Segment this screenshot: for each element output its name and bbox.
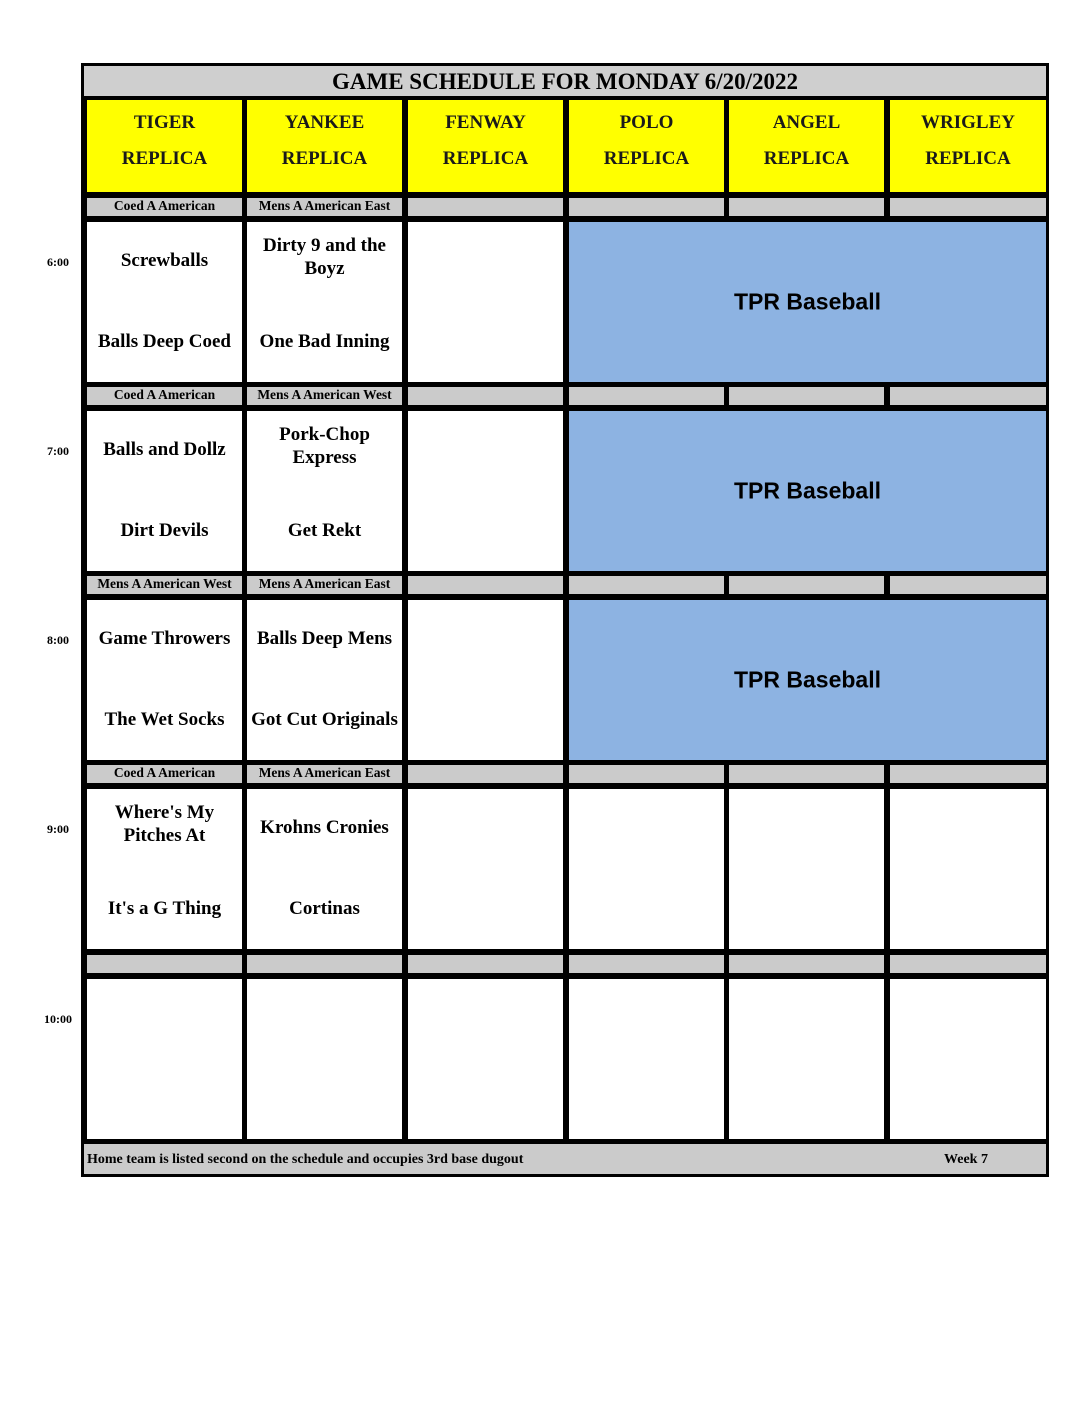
division-label: Mens A American East bbox=[244, 573, 405, 597]
home-team: Got Cut Originals bbox=[251, 709, 398, 730]
game-cell bbox=[405, 408, 566, 574]
away-team: Pork-Chop Express bbox=[279, 424, 370, 468]
reserved-label: TPR Baseball bbox=[734, 477, 881, 504]
reserved-block bbox=[566, 219, 1049, 385]
division-label bbox=[887, 952, 1049, 976]
field-name: YANKEE bbox=[284, 112, 365, 133]
footer-bar bbox=[81, 1141, 1049, 1177]
field-subtitle: REPLICA bbox=[442, 148, 529, 169]
field-name: POLO bbox=[619, 112, 674, 133]
division-label bbox=[726, 762, 887, 786]
division-label bbox=[887, 195, 1049, 219]
division-label bbox=[405, 952, 566, 976]
division-label bbox=[726, 952, 887, 976]
game-cell bbox=[887, 786, 1049, 952]
field-header-fenway bbox=[405, 97, 566, 195]
field-subtitle: REPLICA bbox=[603, 148, 690, 169]
division-label bbox=[566, 573, 727, 597]
time-label: 8:00 bbox=[47, 633, 69, 647]
home-team: Dirt Devils bbox=[120, 520, 209, 541]
time-label: 6:00 bbox=[47, 255, 69, 269]
reserved-block bbox=[566, 408, 1049, 574]
field-header-yankee bbox=[244, 97, 405, 195]
field-subtitle: REPLICA bbox=[281, 148, 368, 169]
division-label bbox=[405, 384, 566, 408]
division-label bbox=[726, 195, 887, 219]
field-header-polo bbox=[566, 97, 727, 195]
game-cell bbox=[244, 219, 405, 385]
game-cell bbox=[566, 786, 727, 952]
division-label bbox=[566, 952, 727, 976]
division-label: Coed A American bbox=[84, 195, 245, 219]
game-cell bbox=[405, 976, 566, 1142]
home-team: It's a G Thing bbox=[107, 898, 222, 919]
game-cell bbox=[244, 786, 405, 952]
division-label bbox=[887, 762, 1049, 786]
division-label bbox=[726, 573, 887, 597]
division-label bbox=[726, 384, 887, 408]
game-cell bbox=[405, 786, 566, 952]
reserved-label: TPR Baseball bbox=[734, 666, 881, 693]
field-subtitle: REPLICA bbox=[121, 148, 208, 169]
field-name: WRIGLEY bbox=[921, 112, 1015, 133]
division-label: Coed A American bbox=[84, 384, 245, 408]
reserved-block bbox=[566, 597, 1049, 763]
home-team: Balls Deep Coed bbox=[98, 331, 231, 352]
field-name: ANGEL bbox=[772, 112, 841, 133]
game-cell bbox=[84, 597, 245, 763]
game-cell bbox=[887, 976, 1049, 1142]
game-cell bbox=[244, 408, 405, 574]
game-cell bbox=[84, 786, 245, 952]
game-cell bbox=[84, 219, 245, 385]
week-label: Week 7 bbox=[944, 1152, 988, 1167]
division-label bbox=[405, 762, 566, 786]
game-cell bbox=[566, 976, 727, 1142]
away-team: Game Throwers bbox=[98, 628, 231, 649]
field-subtitle: REPLICA bbox=[763, 148, 850, 169]
reserved-label: TPR Baseball bbox=[734, 288, 881, 315]
division-label: Mens A American West bbox=[84, 573, 245, 597]
division-label: Mens A American East bbox=[244, 762, 405, 786]
time-label: 7:00 bbox=[47, 444, 69, 458]
division-label bbox=[244, 952, 405, 976]
game-cell bbox=[726, 976, 887, 1142]
division-label bbox=[566, 384, 727, 408]
away-team: Where's My Pitches At bbox=[114, 802, 215, 846]
away-team: Dirty 9 and the Boyz bbox=[263, 235, 386, 279]
division-label bbox=[405, 195, 566, 219]
field-subtitle: REPLICA bbox=[925, 148, 1011, 169]
game-cell bbox=[405, 219, 566, 385]
field-name: FENWAY bbox=[445, 112, 526, 133]
division-label bbox=[887, 573, 1049, 597]
game-cell bbox=[244, 597, 405, 763]
field-header-wrigley bbox=[887, 97, 1049, 195]
game-cell bbox=[405, 597, 566, 763]
away-team: Screwballs bbox=[120, 250, 209, 271]
division-label: Coed A American bbox=[84, 762, 245, 786]
time-label: 9:00 bbox=[47, 822, 69, 836]
division-label bbox=[84, 952, 245, 976]
division-label: Mens A American West bbox=[244, 384, 405, 408]
division-label bbox=[405, 573, 566, 597]
home-team: Get Rekt bbox=[287, 520, 362, 541]
home-team: The Wet Socks bbox=[104, 709, 225, 730]
home-team: Cortinas bbox=[289, 898, 360, 919]
field-header-tiger bbox=[84, 97, 245, 195]
away-team: Balls and Dollz bbox=[103, 439, 226, 460]
home-team: One Bad Inning bbox=[259, 331, 390, 352]
field-header-angel bbox=[726, 97, 887, 195]
schedule-title: GAME SCHEDULE FOR MONDAY 6/20/2022 bbox=[84, 66, 1046, 99]
away-team: Balls Deep Mens bbox=[256, 628, 393, 649]
field-name: TIGER bbox=[133, 112, 196, 133]
time-label: 10:00 bbox=[44, 1012, 72, 1026]
game-cell bbox=[84, 408, 245, 574]
division-label bbox=[887, 384, 1049, 408]
away-team: Krohns Cronies bbox=[260, 817, 389, 838]
division-label bbox=[566, 762, 727, 786]
game-cell bbox=[726, 786, 887, 952]
game-cell bbox=[84, 976, 245, 1142]
division-label: Mens A American East bbox=[244, 195, 405, 219]
game-cell bbox=[244, 976, 405, 1142]
footer-note: Home team is listed second on the schedule and occupies 3rd base dugout bbox=[87, 1152, 524, 1167]
division-label bbox=[566, 195, 727, 219]
